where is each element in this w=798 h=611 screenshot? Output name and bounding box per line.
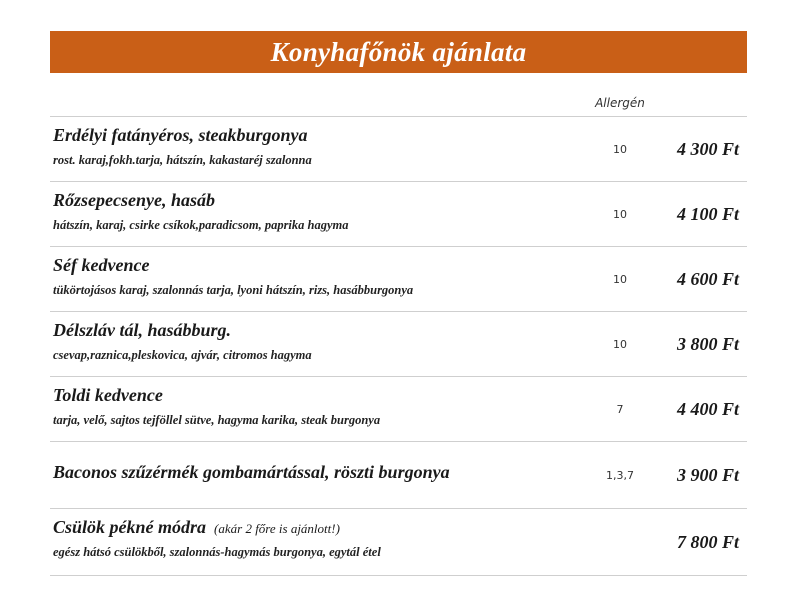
menu-item (50, 442, 747, 509)
dish-allergen: 10 (613, 337, 627, 351)
menu-list (50, 116, 747, 576)
dish-note: (akár 2 főre is ajánlott!) (214, 521, 340, 536)
dish-name-line (53, 517, 340, 538)
dish-allergen: 10 (613, 272, 627, 286)
dish-price: 3 900 Ft (676, 464, 739, 485)
dish-description: rost. karaj,fokh.tarja, hátszín, kakastaréj szalonna (53, 153, 312, 167)
dish-description: tarja, velő, sajtos tejföllel sütve, hagyma karika, steak burgonya (53, 413, 381, 427)
allergen-column-header: Allergén (595, 96, 645, 110)
menu-item (50, 116, 747, 182)
menu-item (50, 247, 747, 312)
dish-description: tükörtojásos karaj, szalonnás tarja, lyoni hátszín, rizs, hasábburgonya (53, 283, 414, 297)
dish-allergen: 10 (613, 142, 627, 156)
dish-price: 3 800 Ft (676, 333, 739, 354)
dish-name: Csülök pékné módra (53, 517, 207, 537)
dish-name: Délszláv tál, hasábburg. (53, 320, 232, 340)
dish-name: Séf kedvence (53, 255, 150, 275)
dish-name: Toldi kedvence (53, 385, 163, 405)
menu-item (50, 509, 747, 576)
dish-name: Erdélyi fatányéros, steakburgonya (53, 125, 308, 145)
dish-price: 4 100 Ft (676, 203, 739, 224)
dish-price: 4 300 Ft (676, 138, 739, 159)
dish-description: hátszín, karaj, csirke csíkok,paradicsom, paprika hagyma (53, 218, 349, 232)
title-banner (50, 31, 747, 73)
page-title: Konyhafőnök ajánlata (270, 36, 527, 67)
dish-description: egész hátsó csülökből, szalonnás-hagymás burgonya, egytál étel (53, 545, 381, 559)
menu-item (50, 377, 747, 442)
dish-allergen: 1,3,7 (606, 468, 634, 482)
dish-price: 7 800 Ft (676, 531, 739, 552)
menu-item (50, 182, 747, 247)
dish-allergen: 10 (613, 207, 627, 221)
dish-allergen: 7 (616, 402, 624, 416)
dish-name: Baconos szűzérmék gombamártással, röszti burgonya (53, 462, 450, 482)
dish-price: 4 600 Ft (676, 268, 739, 289)
dish-description: csevap,raznica,pleskovica, ajvár, citromos hagyma (53, 348, 312, 362)
dish-price: 4 400 Ft (676, 398, 739, 419)
menu-item (50, 312, 747, 377)
dish-name: Rőzsepecsenye, hasáb (53, 190, 215, 210)
